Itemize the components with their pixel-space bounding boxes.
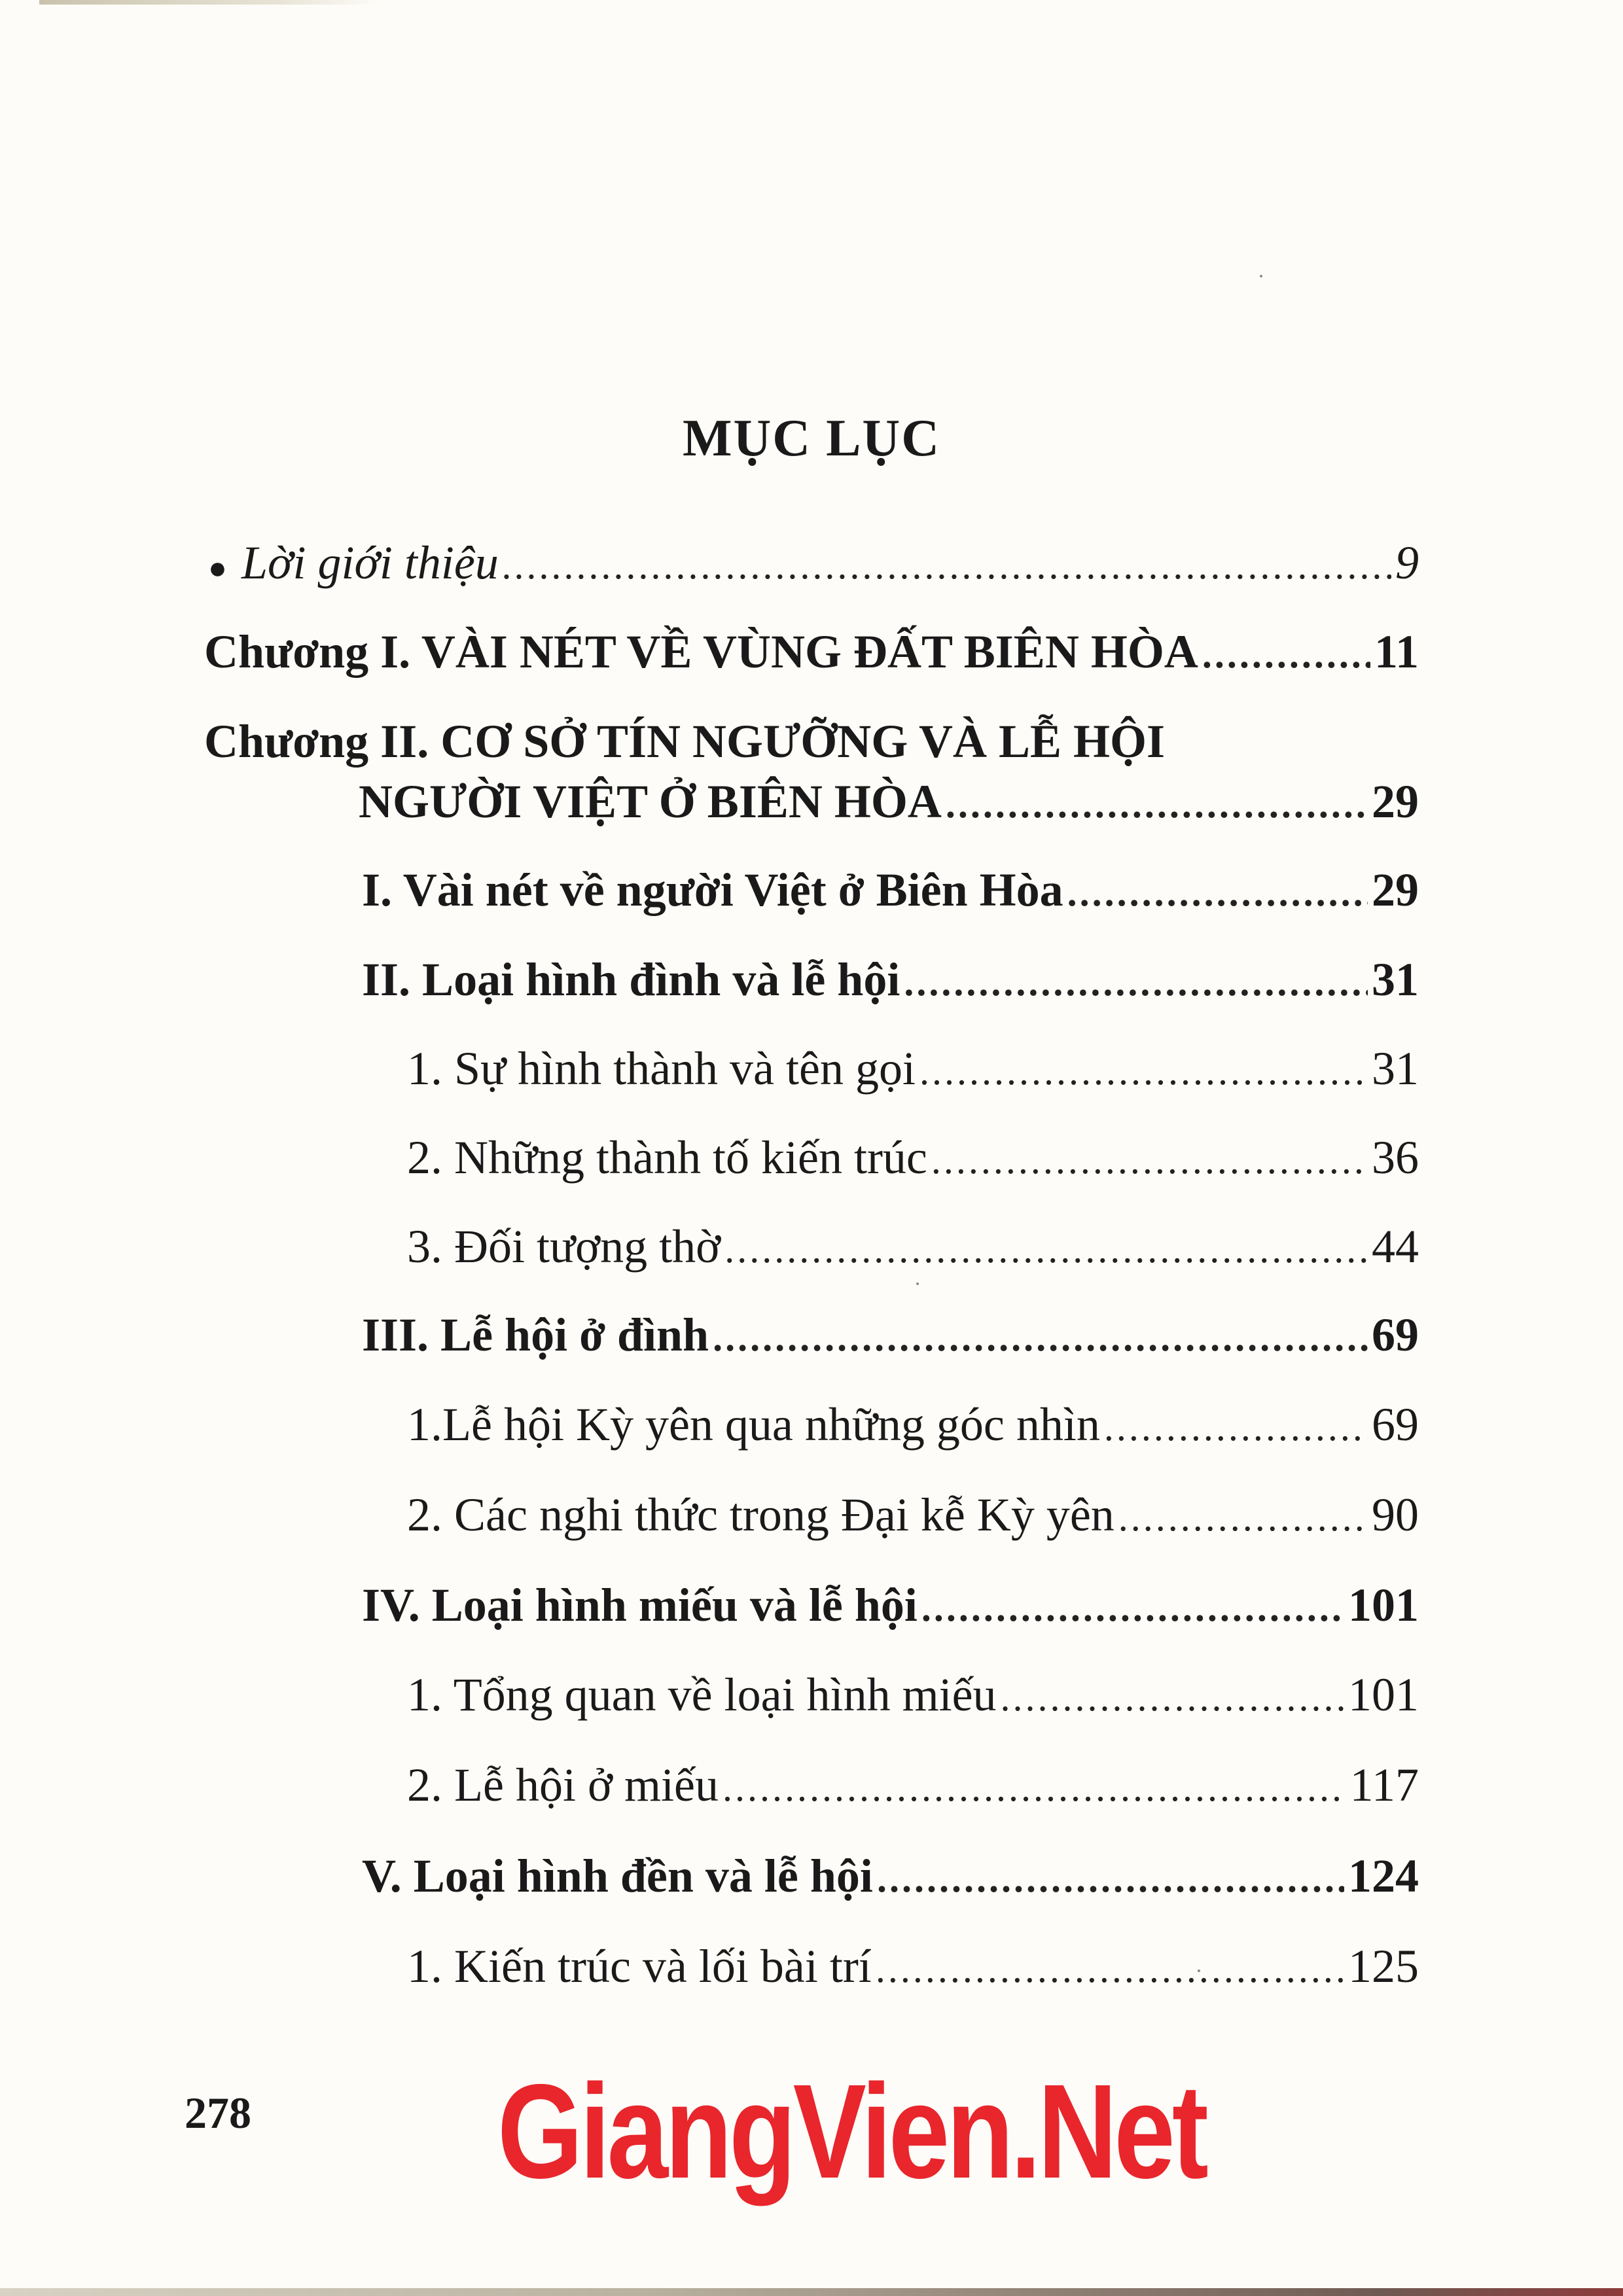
bullet-icon: ● xyxy=(208,551,227,586)
toc-entry-label: 1. Tổng quan về loại hình miếu xyxy=(407,1669,997,1721)
toc-entry-page: 101 xyxy=(1348,1579,1419,1631)
toc-entry-subsection xyxy=(407,1485,1419,1547)
toc-entry-label: Chương I. VÀI NÉT VỀ VÙNG ĐẤT BIÊN HÒA xyxy=(204,626,1198,678)
toc-entry-label: I. Vài nét về người Việt ở Biên Hòa xyxy=(362,864,1063,916)
toc-entry-page: 44 xyxy=(1372,1220,1419,1273)
toc-entry-page: 125 xyxy=(1348,1940,1419,1992)
toc-entry-intro xyxy=(208,533,1419,598)
toc-entry-label: 2. Các nghi thức trong Đại kễ Kỳ yên xyxy=(407,1489,1115,1541)
toc-entry-label: IV. Loại hình miếu và lễ hội xyxy=(362,1579,918,1631)
toc-entry-label: III. Lễ hội ở đình xyxy=(362,1309,709,1361)
page-number: 278 xyxy=(185,2088,251,2138)
leader-dots xyxy=(1202,625,1370,684)
scan-speck xyxy=(1260,275,1262,277)
scan-speck xyxy=(1198,1969,1200,1972)
toc-entry-subsection xyxy=(407,1039,1419,1101)
toc-entry-page: 31 xyxy=(1372,953,1419,1006)
leader-dots xyxy=(713,1308,1368,1367)
toc-entry-page: 90 xyxy=(1372,1489,1419,1541)
leader-dots xyxy=(921,1578,1344,1637)
leader-dots xyxy=(919,1042,1368,1101)
toc-entry-label: 1. Sự hình thành và tên gọi xyxy=(407,1042,916,1095)
toc-entry-subsection xyxy=(407,1665,1419,1727)
watermark-logo: GiangVien.Net xyxy=(497,2057,1205,2206)
scan-edge-top xyxy=(39,0,380,5)
toc-entry-page: 36 xyxy=(1372,1131,1419,1184)
leader-dots xyxy=(724,1220,1368,1279)
leader-dots xyxy=(1104,1398,1368,1457)
toc-entry-label: 3. Đối tượng thờ xyxy=(407,1220,721,1273)
leader-dots xyxy=(946,775,1368,834)
toc-entry-section-2 xyxy=(362,950,1419,1012)
toc-entry-section-4 xyxy=(362,1576,1419,1637)
toc-entry-page: 101 xyxy=(1348,1669,1419,1721)
toc-entry-label: ● Lời giới thiệu xyxy=(208,537,499,589)
scan-edge-bottom xyxy=(0,2288,1623,2296)
toc-entry-label: II. Loại hình đình và lễ hội xyxy=(362,953,901,1006)
toc-entry-chapter-2-line1: Chương II. CƠ SỞ TÍN NGƯỠNG VÀ LỄ HỘI xyxy=(204,715,1166,768)
toc-entry-label: NGƯỜI VIỆT Ở BIÊN HÒA xyxy=(359,775,942,828)
leader-dots xyxy=(722,1758,1346,1817)
toc-entry-subsection xyxy=(407,1937,1419,1998)
toc-entry-subsection xyxy=(407,1395,1419,1457)
toc-entry-section-1 xyxy=(362,860,1419,922)
toc-entry-page: 117 xyxy=(1349,1759,1419,1811)
toc-entry-page: 9 xyxy=(1395,537,1419,589)
toc-entry-subsection xyxy=(407,1217,1419,1279)
toc-entry-page: 31 xyxy=(1372,1042,1419,1095)
toc-entry-chapter-2 xyxy=(359,772,1419,834)
leader-dots xyxy=(931,1131,1368,1190)
toc-entry-section-3 xyxy=(362,1305,1419,1367)
leader-dots xyxy=(1118,1488,1368,1547)
toc-entry-label: 2. Những thành tố kiến trúc xyxy=(407,1131,927,1184)
toc-entry-page: 29 xyxy=(1372,864,1419,916)
toc-entry-page: 124 xyxy=(1348,1850,1419,1902)
toc-entry-label: 1.Lễ hội Kỳ yên qua những góc nhìn xyxy=(407,1398,1100,1451)
toc-entry-page: 29 xyxy=(1372,775,1419,828)
leader-dots xyxy=(904,953,1368,1012)
scan-speck xyxy=(916,1282,919,1285)
toc-entry-chapter-1 xyxy=(204,622,1419,684)
page-title: MỤC LỤC xyxy=(683,410,940,467)
leader-dots xyxy=(1001,1668,1344,1727)
toc-entry-subsection xyxy=(407,1756,1419,1817)
leader-dots xyxy=(876,1939,1344,1998)
leader-dots xyxy=(877,1849,1344,1908)
toc-entry-section-5 xyxy=(362,1846,1419,1908)
leader-dots xyxy=(1067,863,1368,922)
toc-entry-page: 11 xyxy=(1374,626,1419,678)
toc-entry-label: V. Loại hình đền và lễ hội xyxy=(362,1850,873,1902)
toc-entry-label: 1. Kiến trúc và lối bài trí xyxy=(407,1940,872,1992)
toc-entry-page: 69 xyxy=(1372,1309,1419,1361)
toc-entry-label: 2. Lễ hội ở miếu xyxy=(407,1759,719,1811)
toc-entry-page: 69 xyxy=(1372,1398,1419,1451)
leader-dots xyxy=(503,536,1391,595)
toc-entry-subsection xyxy=(407,1128,1419,1190)
